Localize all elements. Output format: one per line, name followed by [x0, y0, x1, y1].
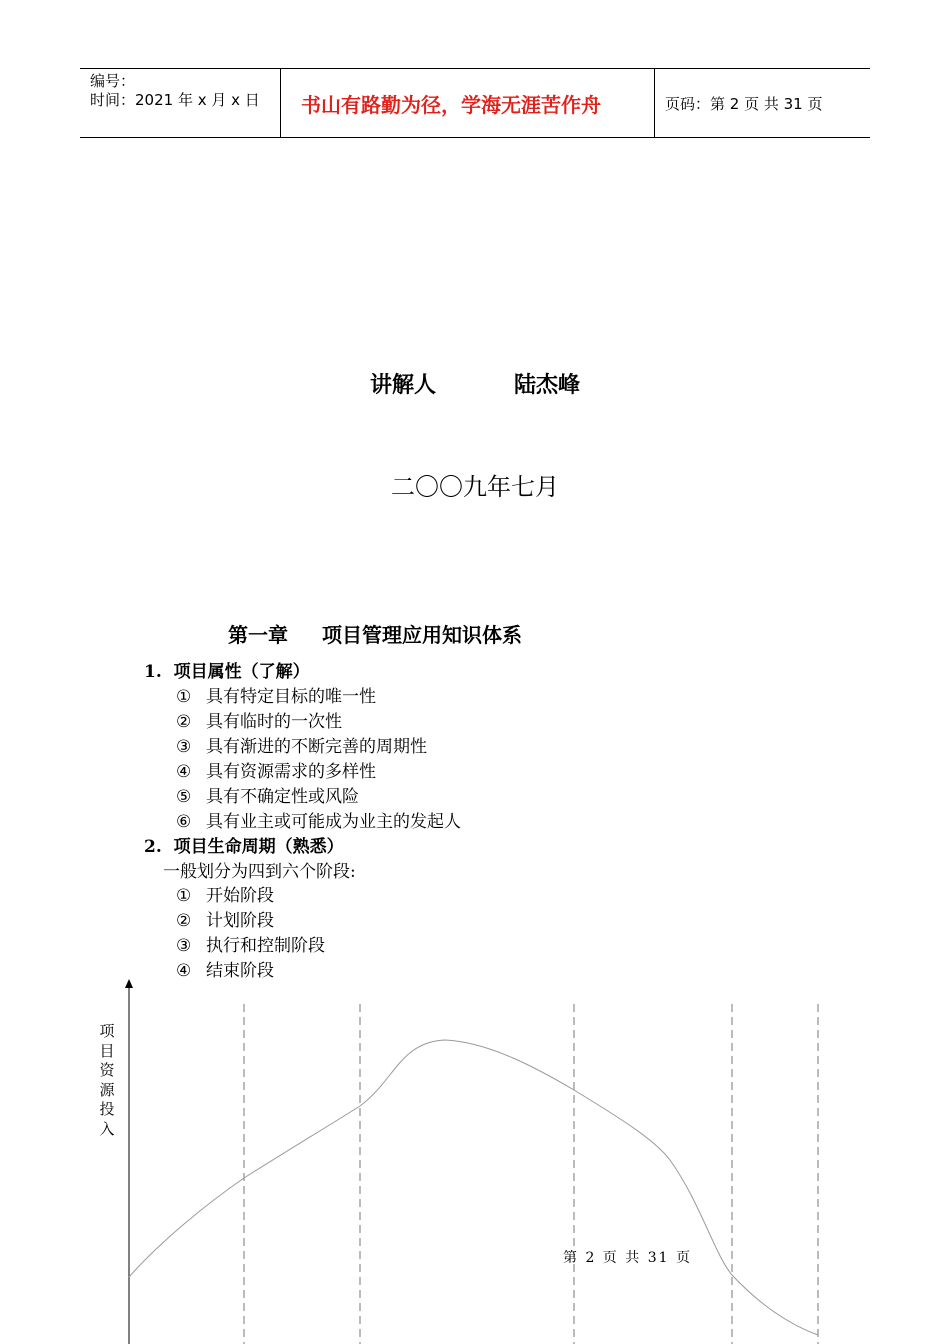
item-text: 具有资源需求的多样性 [206, 762, 376, 782]
chapter-number: 第一章 [228, 623, 288, 647]
list-item [176, 782, 359, 807]
header-motto-cell [281, 69, 655, 137]
y-axis-label: 项目资源投入 [99, 1022, 115, 1138]
lecturer-label: 讲解人 [369, 373, 436, 398]
list-item [176, 931, 325, 956]
page-info: 页码：第 2 页 共 31 页 [665, 94, 823, 113]
resource-curve [129, 1040, 818, 1335]
section-title: 项目生命周期（熟悉） [173, 837, 344, 857]
list-item [176, 881, 274, 906]
section-title: 项目属性（了解） [173, 662, 310, 682]
item-text: 开始阶段 [206, 886, 274, 906]
cover-date: 二〇〇九年七月 [391, 473, 559, 501]
lecturer-line [0, 368, 950, 399]
item-text: 具有特定目标的唯一性 [206, 687, 376, 707]
section-number: 2. [144, 837, 162, 857]
header-page-cell [655, 69, 870, 137]
list-item [176, 707, 342, 732]
chapter-title: 项目管理应用知识体系 [322, 623, 522, 647]
section-intro: 一般划分为四到六个阶段: [163, 862, 356, 882]
item-number: ④ [176, 961, 192, 981]
list-item [176, 757, 376, 782]
list-item [176, 906, 274, 931]
time-label: 时间：2021 年 x 月 x 日 [90, 91, 260, 109]
document-header [80, 68, 870, 138]
item-text: 执行和控制阶段 [206, 936, 325, 956]
list-item [176, 732, 427, 757]
section-heading [144, 657, 310, 682]
item-number: ③ [176, 737, 192, 757]
item-number: ② [176, 911, 192, 931]
item-number: ⑥ [176, 812, 192, 832]
list-item [176, 682, 376, 707]
header-meta-cell [80, 69, 281, 137]
item-text: 计划阶段 [206, 911, 274, 931]
lifecycle-diagram [0, 970, 950, 1344]
y-axis-arrow-icon [125, 979, 133, 988]
number-label: 编号： [90, 72, 136, 90]
item-text: 具有不确定性或风险 [206, 787, 359, 807]
item-number: ② [176, 712, 192, 732]
item-text: 具有渐进的不断完善的周期性 [206, 737, 427, 757]
item-number: ③ [176, 936, 192, 956]
item-text: 结束阶段 [206, 961, 274, 981]
item-text: 具有临时的一次性 [206, 712, 342, 732]
list-item [176, 807, 461, 832]
section-heading [144, 832, 344, 857]
motto-text: 书山有路勤为径，学海无涯苦作舟 [301, 92, 601, 117]
item-number: ④ [176, 762, 192, 782]
item-number: ① [176, 687, 192, 707]
item-number: ① [176, 886, 192, 906]
section-number: 1. [144, 662, 162, 682]
item-text: 具有业主或可能成为业主的发起人 [206, 812, 461, 832]
item-number: ⑤ [176, 787, 192, 807]
lecturer-name: 陆杰峰 [514, 373, 581, 398]
chapter-heading [228, 619, 522, 648]
page-footer: 第 2 页 共 31 页 [563, 1250, 692, 1266]
